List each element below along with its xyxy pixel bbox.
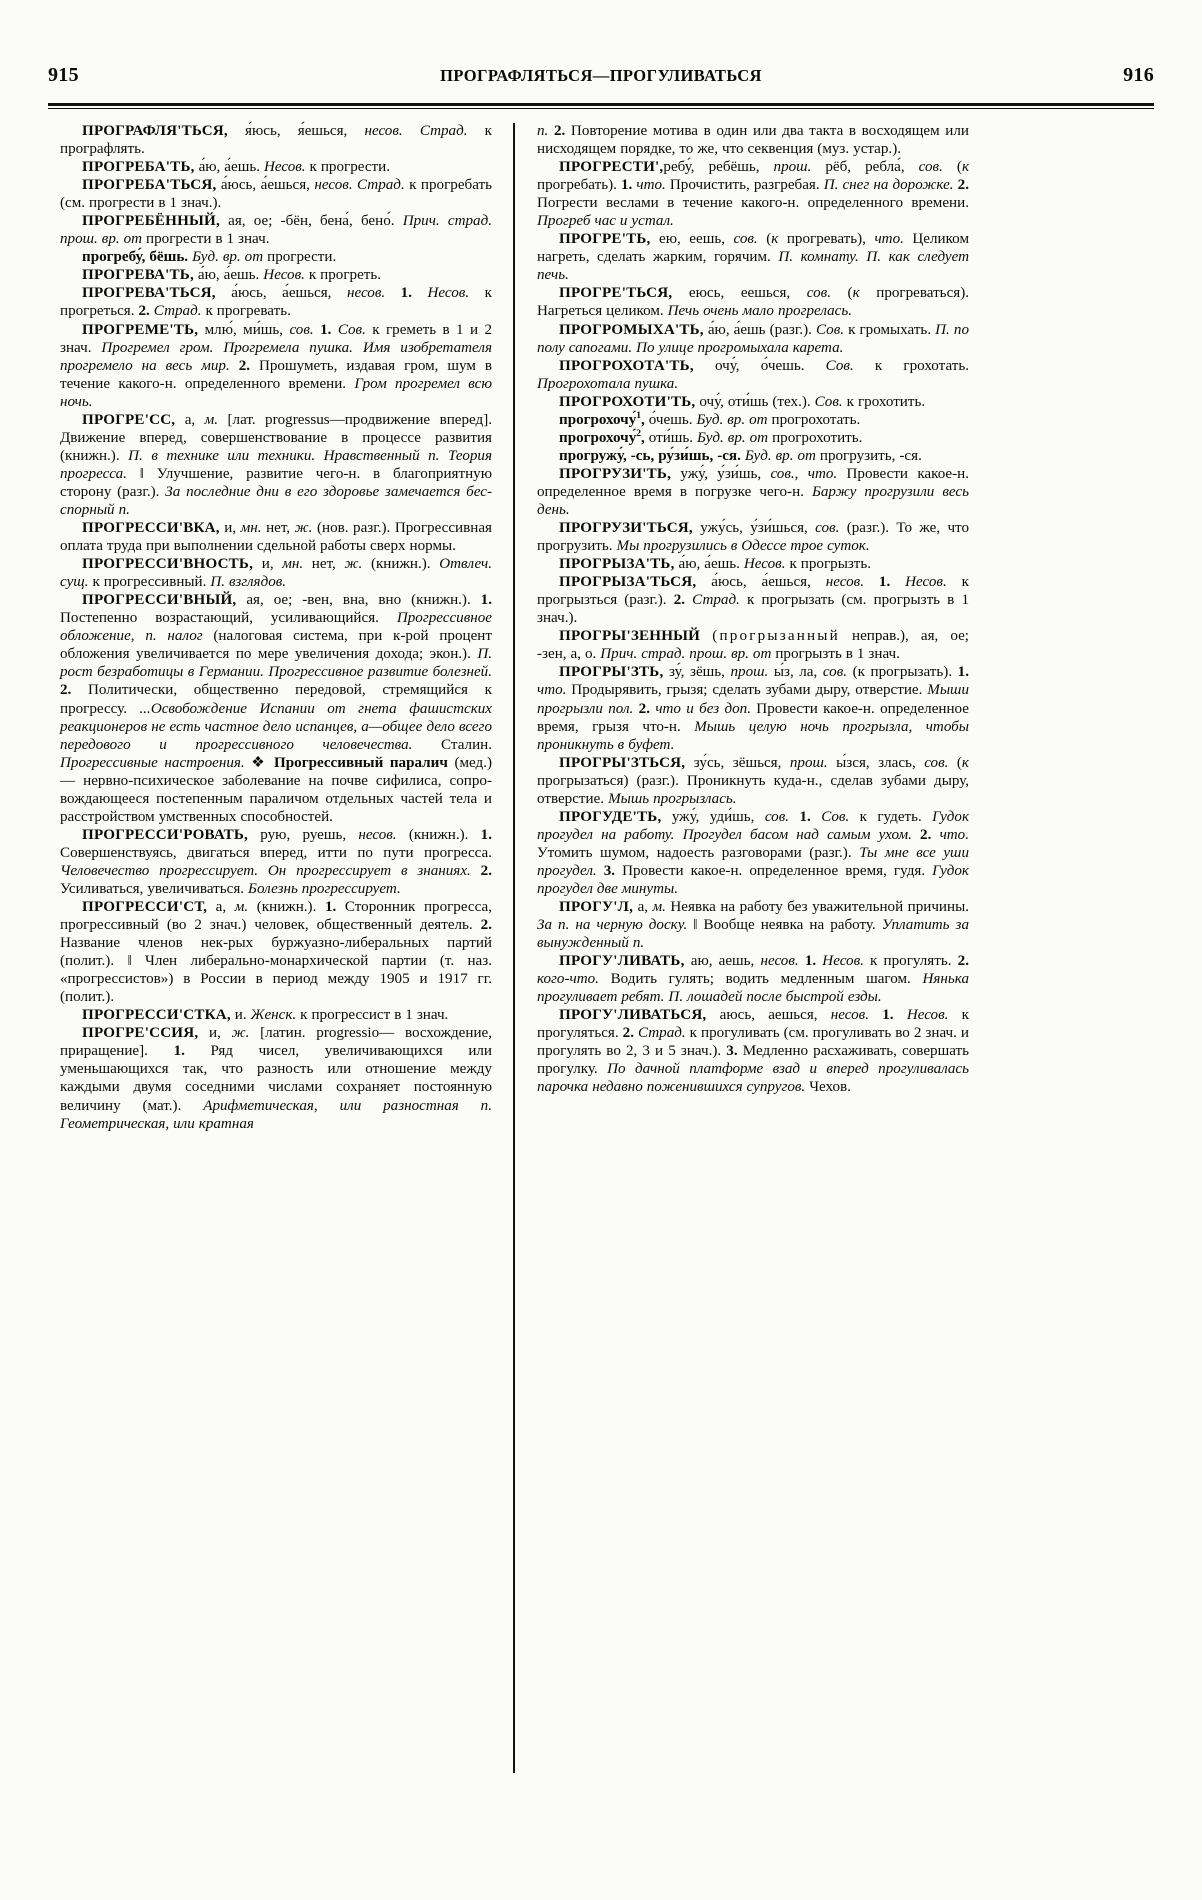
dictionary-entry: ПРОГРЕ'ТЬСЯ, еюсь, еешься, сов. (к прогреваться). Нагреться целиком. Печь очень мало прогрелась. <box>537 285 970 320</box>
folio-right: 916 <box>1123 64 1154 86</box>
dictionary-entry: ПРОГРЫ'ЗЕННЫЙ (прогрызанный неправ.), ая, ое; -зен, а, о. Прич. страд. прош. вр. от прогрызть в 1 знач. <box>537 628 969 663</box>
column-right <box>515 122 969 1822</box>
dictionary-entry: ПРОГРЕВА'ТЬ, а́ю, а́ешь. Несов. к прогреть. <box>82 267 382 284</box>
dictionary-entry: ПРОГРЕ'ССИЯ, и, ж. [латин. progressio— восхождение, приращение]. 1. Ряд чисел, увеличивающихся или уменьшающихся так, что разность или отношение между каждыми двумя соседними числами сохраняет постоянную величину (мат.). Арифметическая, или разностная п. Геометрическая, или кратная <box>60 1025 493 1132</box>
column-left <box>60 122 513 1822</box>
dictionary-entry: ПРОГУ'ЛИВАТЬСЯ, аюсь, аешься, несов. 1. Несов. к прогуляться. 2. Страд. к прогуливать (см. прогуливать во 2 знач. и прогулять во 2, 3 и 5 знач.). 3. Медленно расхаживать, совершать прогулку. По дачной платформе взад и вперед прогуливалась парочка недавно поженившихся супругов. Чехов. <box>537 1007 969 1096</box>
text-columns <box>60 122 1145 1822</box>
dictionary-entry: ПРОГРОХОТИ'ТЬ, очу́, оти́шь (тех.). Сов. к грохотить. <box>559 393 926 410</box>
dictionary-entry: ПРОГРЕССИ'РОВАТЬ, рую, руешь, несов. (книжн.). 1. Совершенствуясь, двигаться вперед, итти по пути прогресса. Человечество прогрессирует. Он прогрессирует в знаниях. 2. Усиливаться, увеличиваться. Болезнь прогрессирует. <box>60 826 492 897</box>
dictionary-entry: ПРОГРЕМЕ'ТЬ, млю́, ми́шь, сов. 1. Сов. к греметь в 1 и 2 знач. Прогремел гром. Прогремела пушка. Имя изобретателя прогремело на весь мир. 2. Прошуметь, издавая гром, шум в течение какого-н. определенного времени. Гром прогремел всю ночь. <box>60 321 493 410</box>
dictionary-entry: ПРОГРЕ'СС, а, м. [лат. progressus—продвижение вперед]. Движение вперед, совершенствование в процессе развития (книжн.). П. в технике или техники. Нравственный п. Теория прогресса. ‖ Улучшение, развитие чего-н. в благоприятную сторону (разг.). За последние дни в его здоровье замечается бесспорный п. <box>60 411 492 518</box>
dictionary-entry: ПРОГРЕССИ'СТ, а, м. (книжн.). 1. Сторонник прогресса, прогрессивный (во 2 знач.) человек, общественный деятель. 2. Название членов нек-рых буржуазно-либеральных партий (полит.). ‖ Член либерально-монархической партии (т. наз. «прогрессистов») в России в период между 1905 и 1917 гг. (полит.). <box>60 899 492 1006</box>
dictionary-entry: ПРОГРЕ'ТЬ, ею, еешь, сов. (к прогревать), что. Целиком нагреть, сделать жарким, горячим. П. комнату. П. как следует печь. <box>537 231 969 284</box>
dictionary-entry: прогребу́, бёшь. Буд. вр. от прогрести. <box>82 249 337 266</box>
running-head <box>48 64 1154 94</box>
header-rule <box>48 103 1154 111</box>
dictionary-entry: ПРОГУ'Л, а, м. Неявка на работу без уважительной причины. За п. на черную доску. ‖ Вообще неявка на работу. Уплатить за вынужденный п. <box>537 899 970 952</box>
dictionary-entry: ПРОГРЫ'ЗТЬСЯ, зу́сь, зёшься, прош. ы́зся, злась, сов. (к прогрызаться) (разг.). Проникнуть куда-н., сделав зубами дыру, отверстие. Мышь прогрызлась. <box>537 754 969 807</box>
dictionary-entry: ПРОГРЕВА'ТЬСЯ, а́юсь, а́ешься, несов. 1. Несов. к прогреться. 2. Страд. к прогревать. <box>60 285 492 320</box>
running-head-title: ПРОГРАФЛЯТЬСЯ—ПРОГУЛИВАТЬСЯ <box>440 66 762 85</box>
dictionary-entry: ПРОГУ'ЛИВАТЬ, аю, аешь, несов. 1. Несов. к прогулять. 2. кого-что. Водить гулять; водить медленным шагом. Нянька прогуливает ребят. П. лошадей после быстрой езды. <box>537 953 969 1006</box>
dictionary-entry: ПРОГРЕСТИ',ребу́, ребёшь, прош. рёб, ребла́, сов. (к прогребать). 1. что. Прочистить, разгребая. П. снег на дорожке. 2. Погрести веслами в течение какого-н. определенного времени. Прогреб час и устал. <box>537 159 969 230</box>
dictionary-entry: ПРОГРУЗИ'ТЬ, ужу́, у́зи́шь, сов., что. Провести какое-н. определенное время в погрузке чего-н. Баржу прогрузили весь день. <box>537 465 970 518</box>
dictionary-entry: прогружу́, -сь, ру́зи́шь, -ся. Буд. вр. от прогрузить, -ся. <box>559 447 922 464</box>
dictionary-entry: п. 2. Повторение мотива в один или два такта в восходящем или нисходящем порядке, то же, что секвенция (муз. устар.). <box>537 123 969 158</box>
dictionary-entry: ПРОГРУЗИ'ТЬСЯ, ужу́сь, у́зи́шься, сов. (разг.). То же, что прогрузить. Мы прогрузились в Одессе трое суток. <box>537 520 969 555</box>
dictionary-entry: ПРОГРЫ'ЗТЬ, зу́, зёшь, прош. ы́з, ла, сов. (к прогрызать). 1. что. Продырявить, грызя; сделать зубами дыру, отверстие. Мыши прогрызли пол. 2. что и без доп. Провести какое-н. определенное время, грызя что-н. Мышь целую ночь прогрызла, чтобы проникнуть в буфет. <box>537 664 969 753</box>
dictionary-entry: ПРОГУДЕ'ТЬ, ужу́, уди́шь, сов. 1. Сов. к гудеть. Гудок прогудел на работу. Прогудел басом над самым ухом. 2. что. Утомить шумом, надоесть разговорами (разг.). Ты мне все уши прогудел. 3. Провести какое-н. определенное время, гудя. Гудок прогудел две минуты. <box>537 808 970 897</box>
dictionary-entry: ПРОГРЫЗА'ТЬ, а́ю, а́ешь. Несов. к прогрызть. <box>559 556 872 573</box>
dictionary-entry: ПРОГРЕССИ'ВНЫЙ, ая, ое; -вен, вна, вно (книжн.). 1. Постепенно возрастающий, усиливающийся. Прогрессивное обложение, п. налог (налоговая система, при к-рой процент обложения увеличивается по мере увеличения дохода; экон.). П. рост безработицы в Германии. Прогрессивное развитие болезней. 2. Политически, общественно передовой, стремящийся к прогрессу. ...Освобождение Испании от гнета фашистских реакционеров не есть частное дело испанцев, а—общее дело всего передового и прогрессивного человечества. Сталин. Прогрессивные настроения. ❖ Прогрессивный паралич (мед.) — нервно-психическое заболевание на почве сифилиса, сопровождающееся постепенным параличом отдельных частей тела и расстройством умственных способностей. <box>60 592 493 825</box>
dictionary-entry: ПРОГРЕБЁННЫЙ, ая, ое; -бён, бена́, бено́. Прич. страд. прош. вр. от прогрести в 1 знач. <box>60 213 492 248</box>
dictionary-entry: ПРОГРЕССИ'ВКА, и, мн. нет, ж. (нов. разг.). Прогрессивная оплата труда при выполнении сдельной работы сверх нормы. <box>60 520 492 555</box>
dictionary-entry: прогрохочу́$^2$, оти́шь. Буд. вр. от прогрохотить. <box>559 428 863 446</box>
dictionary-entry: ПРОГРОМЫХА'ТЬ, а́ю, а́ешь (разг.). Сов. к громыхать. П. по полу сапогами. По улице прогромыхала карета. <box>537 321 969 356</box>
dictionary-entry: ПРОГРОХОТА'ТЬ, очу́, о́чешь. Сов. к грохотать. Прогрохотала пушка. <box>537 357 970 392</box>
dictionary-entry: ПРОГРЕССИ'СТКА, и. Женск. к прогрессист в 1 знач. <box>82 1007 449 1024</box>
dictionary-entry: ПРОГРЕССИ'ВНОСТЬ, и, мн. нет, ж. (книжн.). Отвлеч. сущ. к прогрессивный. П. взглядов. <box>60 556 492 591</box>
dictionary-entry: ПРОГРЕБА'ТЬ, а́ю, а́ешь. Несов. к прогрести. <box>82 159 390 176</box>
folio-left: 915 <box>48 64 79 86</box>
header-rule-thin <box>48 108 1154 109</box>
header-rule-thick <box>48 103 1154 106</box>
dictionary-entry: ПРОГРАФЛЯ'ТЬСЯ, я́юсь, я́ешься, несов. Страд. к прографлять. <box>60 123 493 158</box>
dictionary-entry: ПРОГРЕБА'ТЬСЯ, а́юсь, а́ешься, несов. Страд. к прогребать (см. прогрести в 1 знач.). <box>60 177 493 212</box>
dictionary-entry: прогрохочу́$^1$, о́чешь. Буд. вр. от прогрохотать. <box>559 410 861 428</box>
dictionary-entry: ПРОГРЫЗА'ТЬСЯ, а́юсь, а́ешься, несов. 1. Несов. к прогрызться (разг.). 2. Страд. к прогрызать (см. прогрызть в 1 знач.). <box>537 574 969 627</box>
